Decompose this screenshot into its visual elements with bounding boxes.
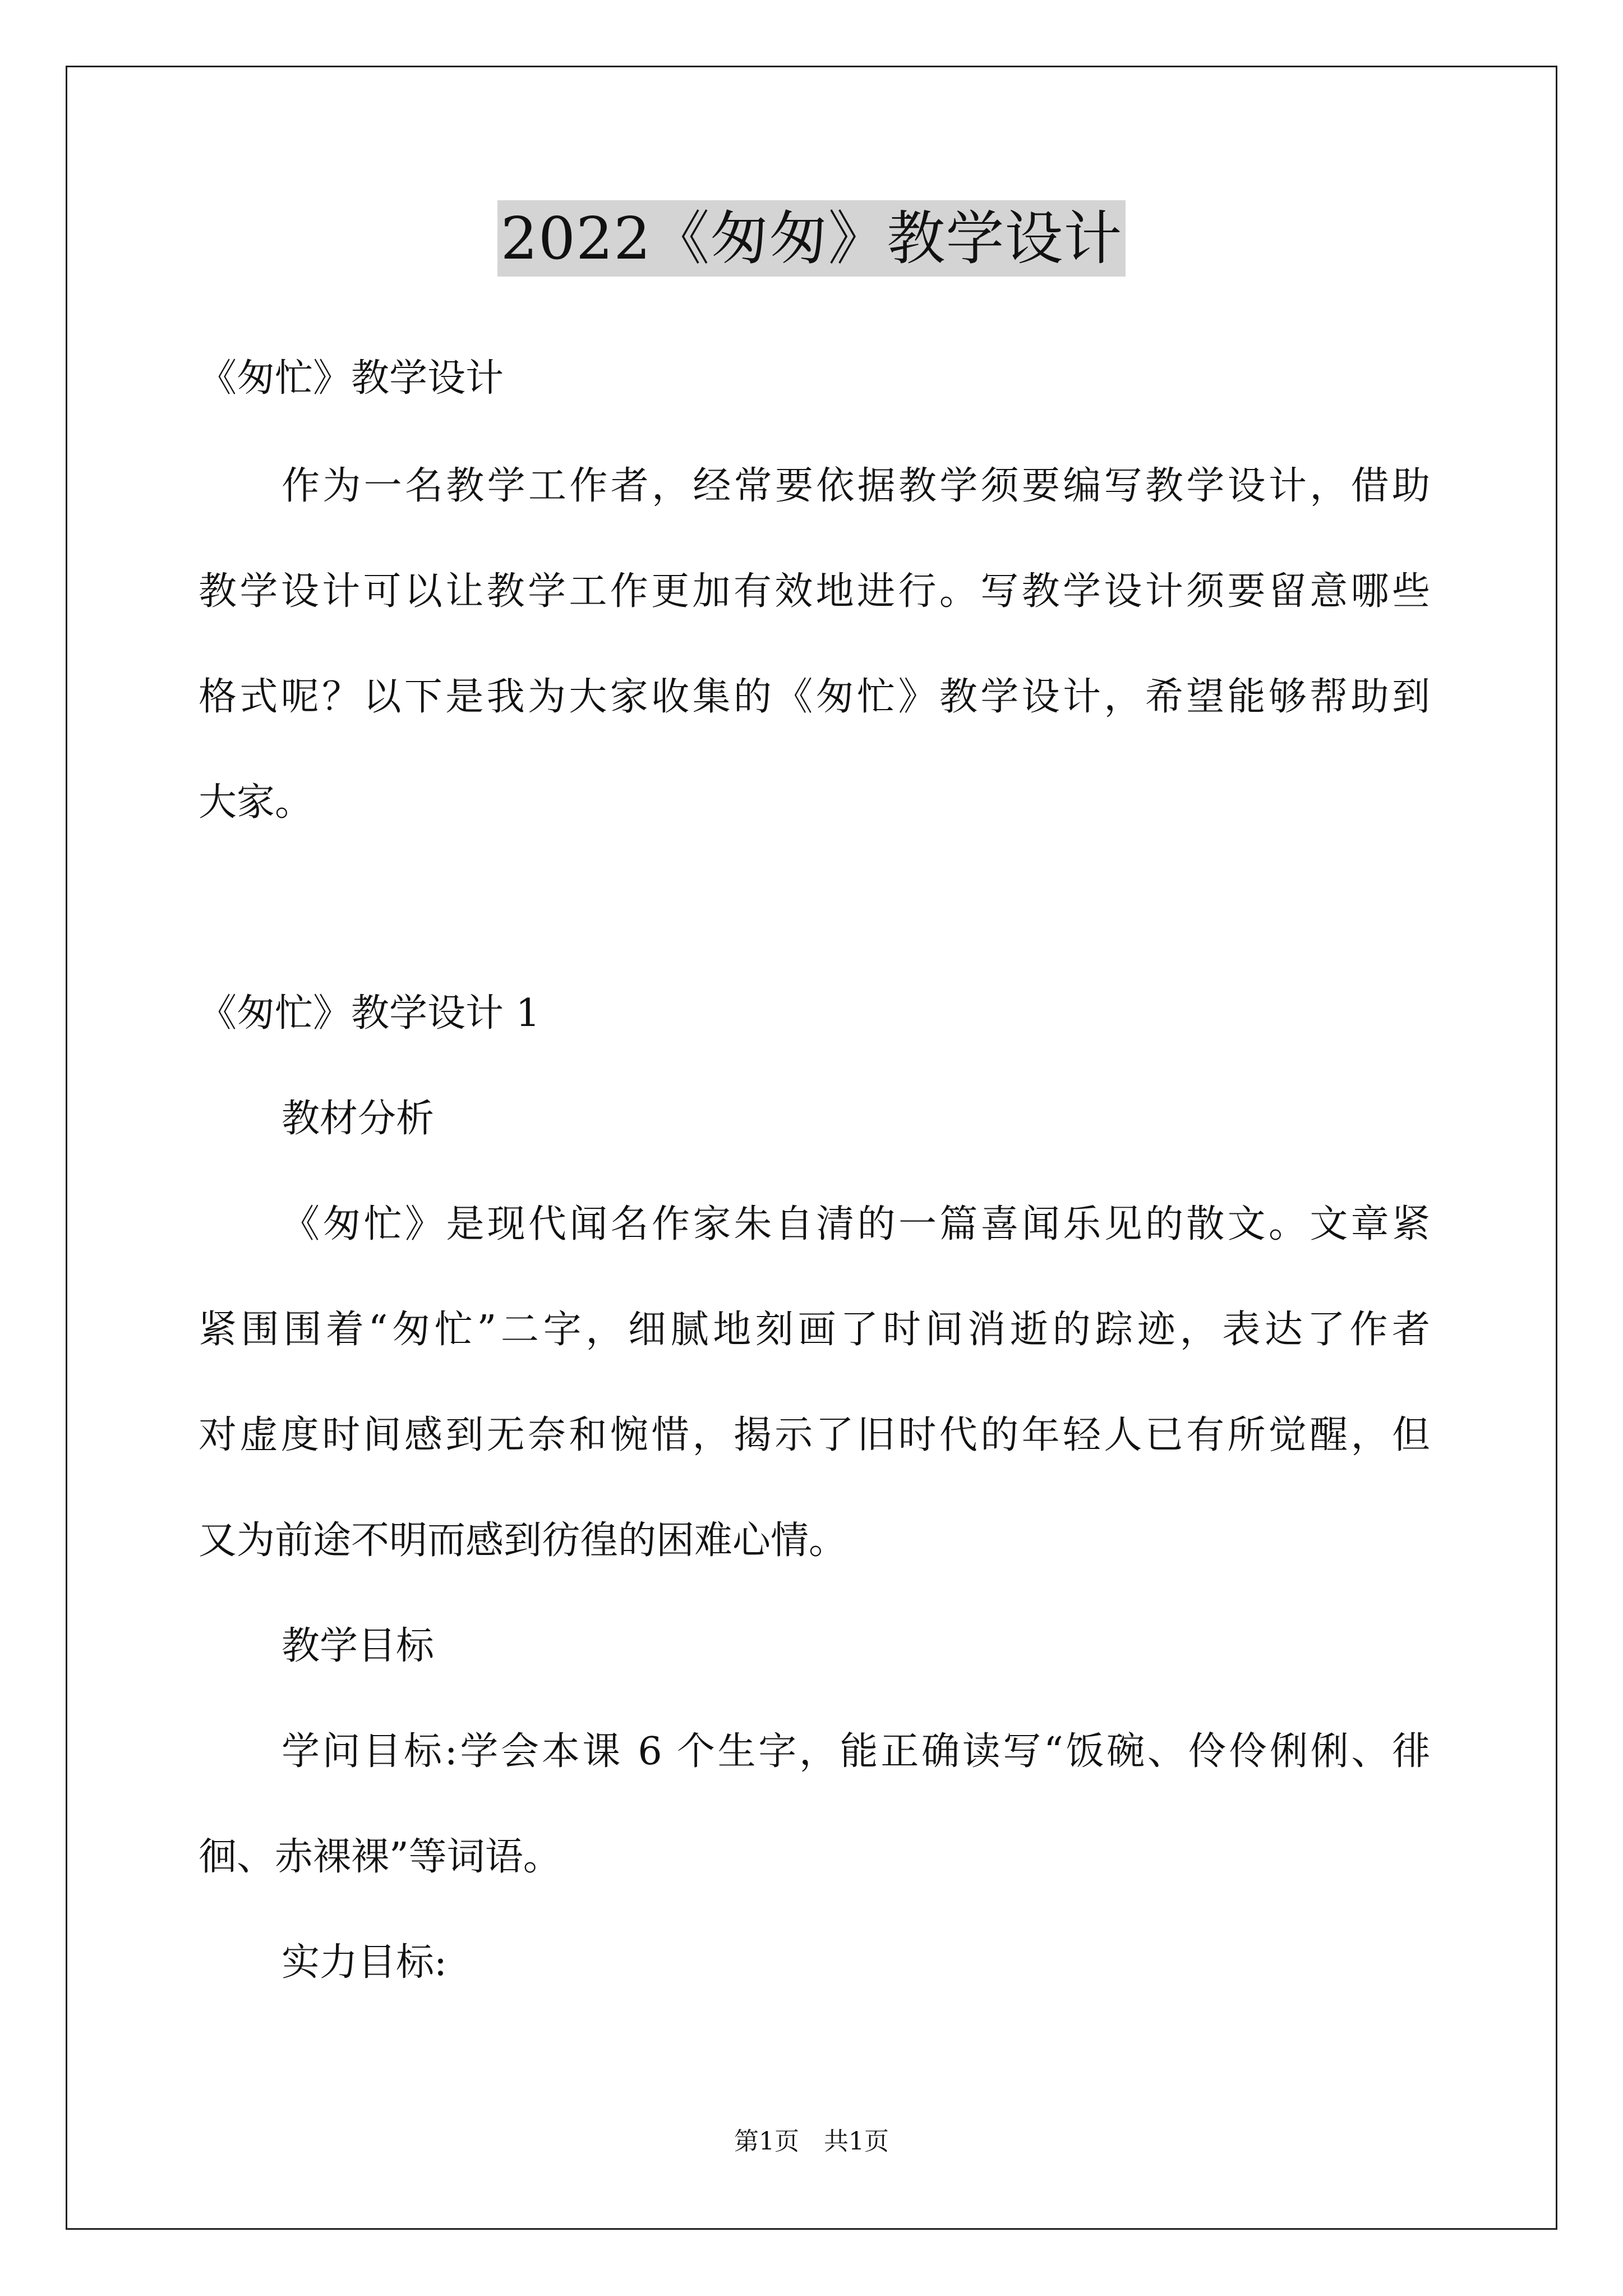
analysis-heading: 教材分析	[282, 1097, 435, 1141]
subtitle: 《匆忙》教学设计	[199, 356, 504, 401]
intro-line-2: 教学设计可以让教学工作更加有效地进行。写教学设计须要留意哪些	[199, 569, 1430, 614]
analysis-line-1: 《匆忙》是现代闻名作家朱自清的一篇喜闻乐见的散文。文章紧	[282, 1202, 1430, 1246]
analysis-line-4: 又为前途不明而感到彷徨的困难心情。	[199, 1519, 847, 1563]
intro-line-1: 作为一名教学工作者，经常要依据教学须要编写教学设计，借助	[282, 464, 1430, 508]
analysis-line-3: 对虚度时间感到无奈和惋惜，揭示了旧时代的年轻人已有所觉醒，但	[199, 1413, 1430, 1457]
document-title: 2022《匆匆》教学设计	[497, 200, 1126, 277]
analysis-line-2: 紧围围着“匆忙”二字，细腻地刻画了时间消逝的踪迹，表达了作者	[199, 1308, 1430, 1352]
intro-line-4: 大家。	[199, 780, 313, 825]
page-footer: 第1页 共1页	[734, 2127, 889, 2156]
knowledge-goal-line-1: 学问目标:学会本课 6 个生字，能正确读写“饭碗、伶伶俐俐、徘	[282, 1729, 1430, 1774]
ability-goal: 实力目标:	[282, 1940, 447, 1985]
title-container	[0, 200, 1623, 277]
intro-line-3: 格式呢？以下是我为大家收集的《匆忙》教学设计，希望能够帮助到	[199, 675, 1430, 719]
section-heading: 《匆忙》教学设计 1	[199, 991, 540, 1036]
goals-heading: 教学目标	[282, 1624, 435, 1668]
knowledge-goal-line-2: 徊、赤裸裸”等词语。	[199, 1835, 561, 1879]
